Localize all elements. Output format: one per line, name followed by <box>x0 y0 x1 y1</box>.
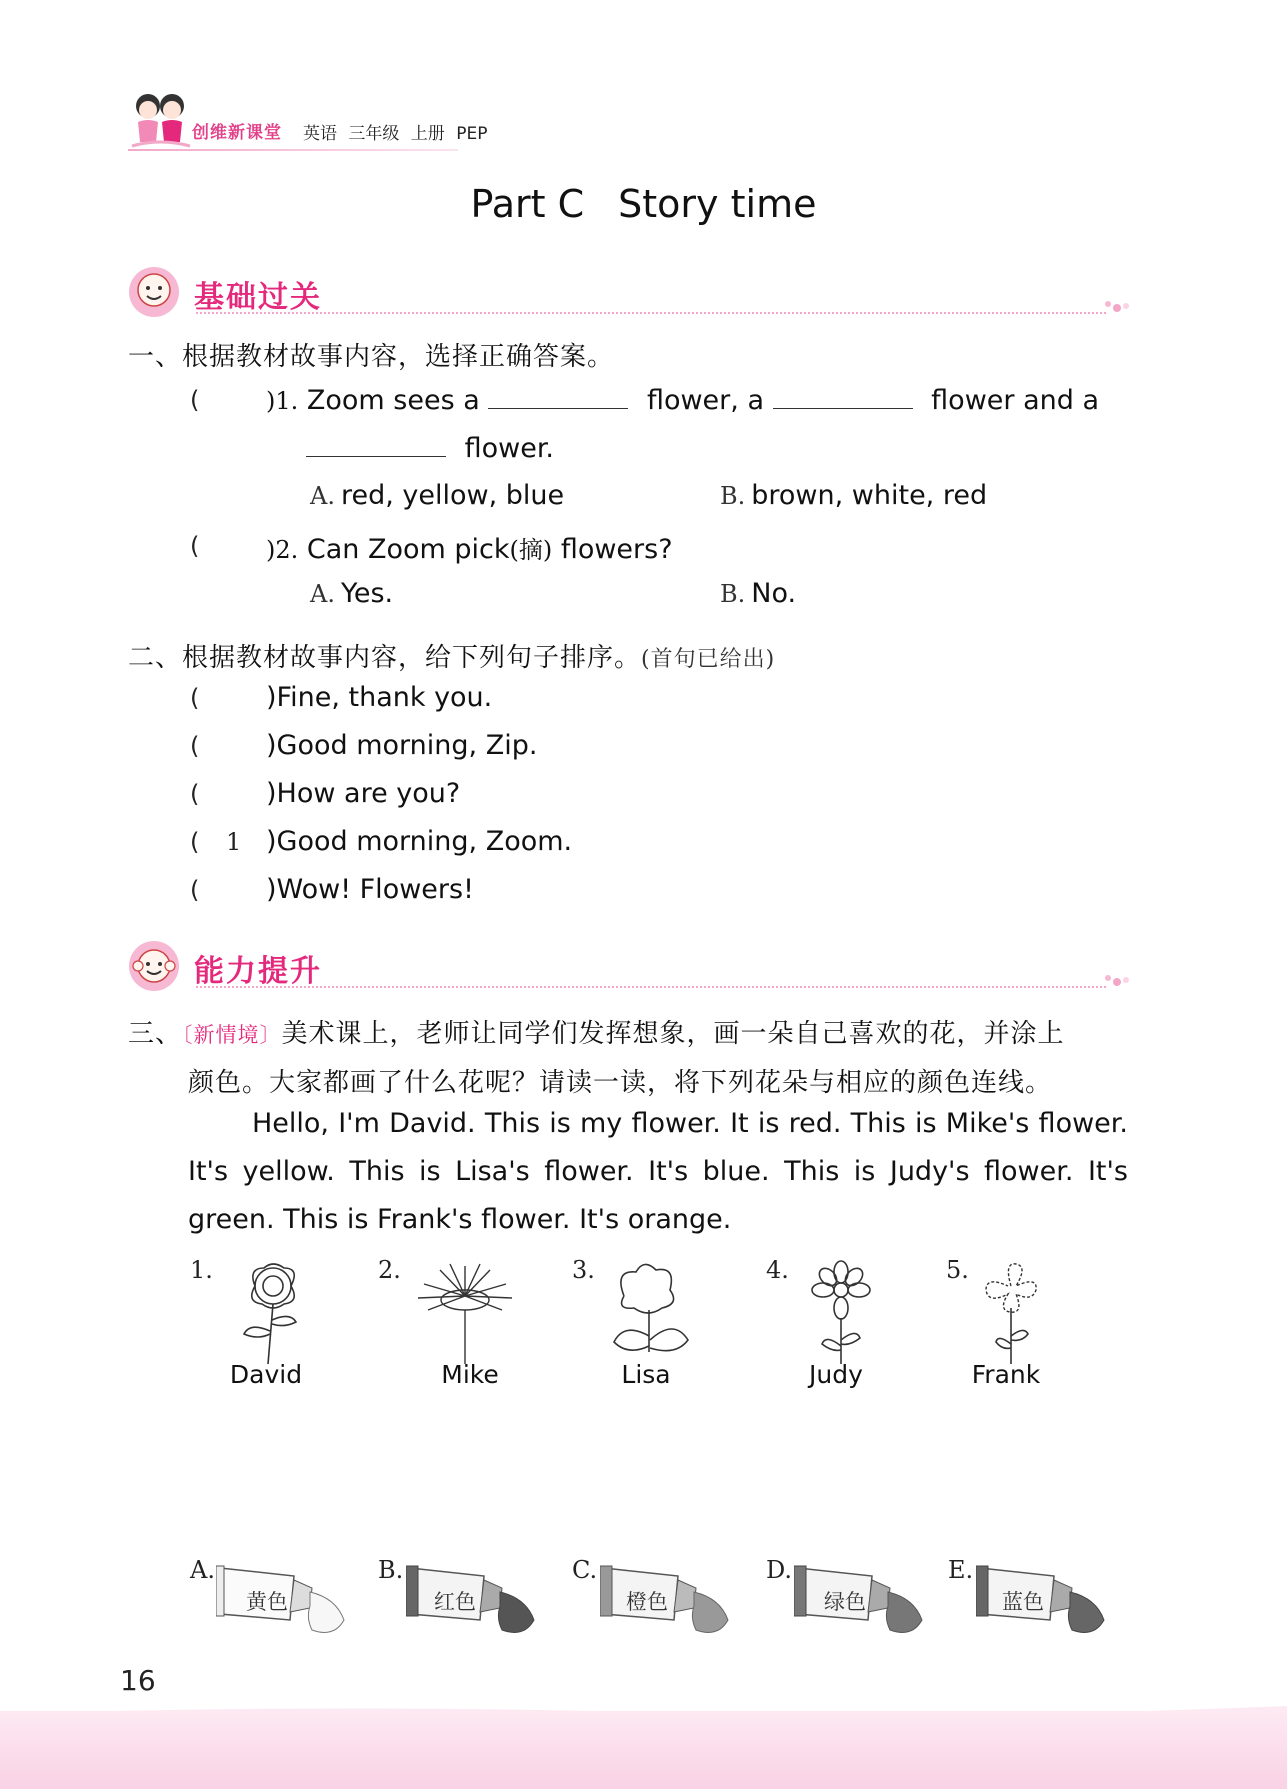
flower-daisy-icon[interactable] <box>796 1256 886 1366</box>
header-underline <box>128 149 458 151</box>
option-a[interactable] <box>310 480 564 511</box>
option-letter: B. <box>720 580 746 608</box>
color-label: 绿色 <box>824 1590 866 1614</box>
sentence-text: )Good morning, Zoom. <box>266 826 573 857</box>
reading-passage <box>188 1100 1128 1244</box>
color-letter: A. <box>190 1556 215 1584</box>
header-kids-logo-icon <box>126 88 194 154</box>
option-text: brown, white, red <box>751 480 988 511</box>
item-text: Zoom sees a <box>306 385 480 416</box>
item-hint: (摘) <box>509 536 553 564</box>
flower-number: 1. <box>190 1256 213 1284</box>
option-text: No. <box>751 578 797 609</box>
option-text: Yes. <box>340 578 394 609</box>
question-3-text: 颜色。大家都画了什么花呢？请读一读，将下列花朵与相应的颜色连线。 <box>188 1068 1053 1098</box>
answer-paren-open: ( <box>190 876 200 904</box>
item-text: flower, a <box>646 385 764 416</box>
footer-band <box>0 1711 1287 1789</box>
answer-paren-open: ( <box>190 684 200 712</box>
question-3-heading <box>128 1010 1128 1107</box>
question-1-2 <box>266 530 673 565</box>
flower-dandelion-icon[interactable] <box>410 1256 520 1366</box>
flower-number: 4. <box>766 1256 789 1284</box>
option-b[interactable] <box>720 578 796 609</box>
color-letter: B. <box>378 1556 404 1584</box>
option-letter: A. <box>310 482 335 510</box>
flower-number: 5. <box>946 1256 969 1284</box>
section-divider <box>196 986 1106 988</box>
color-label: 蓝色 <box>1002 1590 1044 1614</box>
list-item <box>190 826 890 874</box>
fill-blank[interactable] <box>773 384 913 409</box>
flower-owner-name: David <box>229 1360 303 1389</box>
question-3-label: 三、 <box>128 1019 183 1049</box>
item-number: )1. <box>266 387 299 415</box>
flower-simple-icon[interactable] <box>966 1256 1056 1366</box>
sort-list <box>190 682 890 922</box>
flower-number: 3. <box>572 1256 595 1284</box>
color-letter: C. <box>572 1556 598 1584</box>
item-number: )2. <box>266 536 299 564</box>
color-letter: D. <box>766 1556 793 1584</box>
title-part: Part C <box>470 182 585 226</box>
question-1-heading: 一、根据教材故事内容，选择正确答案。 <box>128 342 615 372</box>
option-a[interactable] <box>310 578 393 609</box>
sentence-text: )How are you? <box>266 778 461 809</box>
answer-slot[interactable]: 1 <box>226 828 242 856</box>
color-letter: E. <box>948 1556 974 1584</box>
answer-paren-open: ( <box>190 732 200 760</box>
title-name: Story time <box>618 182 817 226</box>
section-divider <box>196 312 1106 314</box>
fill-blank[interactable] <box>306 432 446 457</box>
header-brand: 创维新课堂 <box>192 123 282 143</box>
flower-rose-icon[interactable] <box>228 1256 318 1366</box>
sentence-text: )Fine, thank you. <box>266 682 493 713</box>
page-number: 16 <box>120 1664 156 1697</box>
sentence-text: )Good morning, Zip. <box>266 730 538 761</box>
item-text: flower and a <box>931 385 1099 416</box>
option-letter: A. <box>310 580 335 608</box>
sentence-text: )Wow! Flowers! <box>266 874 474 905</box>
item-text: Can Zoom pick <box>306 534 510 565</box>
item-text: flower. <box>464 433 555 464</box>
list-item <box>190 682 890 730</box>
answer-paren-open: ( <box>190 780 200 808</box>
list-item <box>190 874 890 922</box>
question-2-note: (首句已给出) <box>641 647 776 672</box>
decorative-dots-icon <box>1104 300 1130 314</box>
question-3-text: 美术课上，老师让同学们发挥想象，画一朵自己喜欢的花，并涂上 <box>281 1019 1065 1049</box>
decorative-dots-icon <box>1104 974 1130 988</box>
passage-text: Hello, I'm David. This is my flower. It is red. This is Mike's flower. It's yellow. This is Lisa's flower. It's blue. This is Judy's flower. It's green. This is Frank's flower. It's orange. <box>188 1108 1128 1235</box>
question-1-1 <box>266 384 1099 416</box>
flower-tulip-icon[interactable] <box>604 1256 694 1366</box>
list-item <box>190 730 890 778</box>
option-b[interactable] <box>720 480 987 511</box>
answer-paren-open: ( <box>190 828 200 856</box>
paint-tube-blue-icon[interactable] <box>976 1562 1116 1642</box>
section-title-basic: 基础过关 <box>194 280 322 315</box>
question-2-heading <box>128 637 775 674</box>
list-item <box>190 778 890 826</box>
answer-paren-open: ( <box>190 386 200 414</box>
flower-owner-name: Judy <box>809 1360 863 1389</box>
answer-paren-open: ( <box>190 532 200 560</box>
color-label: 红色 <box>434 1590 476 1614</box>
color-label: 橙色 <box>626 1590 668 1614</box>
fill-blank[interactable] <box>488 384 628 409</box>
color-label: 黄色 <box>246 1590 288 1614</box>
question-1-1-cont <box>306 432 554 464</box>
flower-number: 2. <box>378 1256 401 1284</box>
flower-owner-name: Mike <box>441 1360 499 1389</box>
flower-owner-name: Frank <box>971 1360 1041 1389</box>
question-2-text: 二、根据教材故事内容，给下列句子排序。 <box>128 643 642 673</box>
option-letter: B. <box>720 482 746 510</box>
section-mascot-icon <box>128 940 180 992</box>
section-mascot-icon <box>128 266 180 318</box>
new-context-tag: 〔新情境〕 <box>182 1023 282 1047</box>
paint-tube-red-icon[interactable] <box>406 1562 546 1642</box>
option-text: red, yellow, blue <box>340 480 565 511</box>
section-title-advanced: 能力提升 <box>194 954 322 989</box>
page-title <box>0 182 1287 226</box>
item-text: flowers? <box>560 534 673 565</box>
flower-owner-name: Lisa <box>621 1360 671 1389</box>
paint-tube-orange-icon[interactable] <box>600 1562 740 1642</box>
header-book-info: 英语 三年级 上册 PEP <box>303 124 488 144</box>
